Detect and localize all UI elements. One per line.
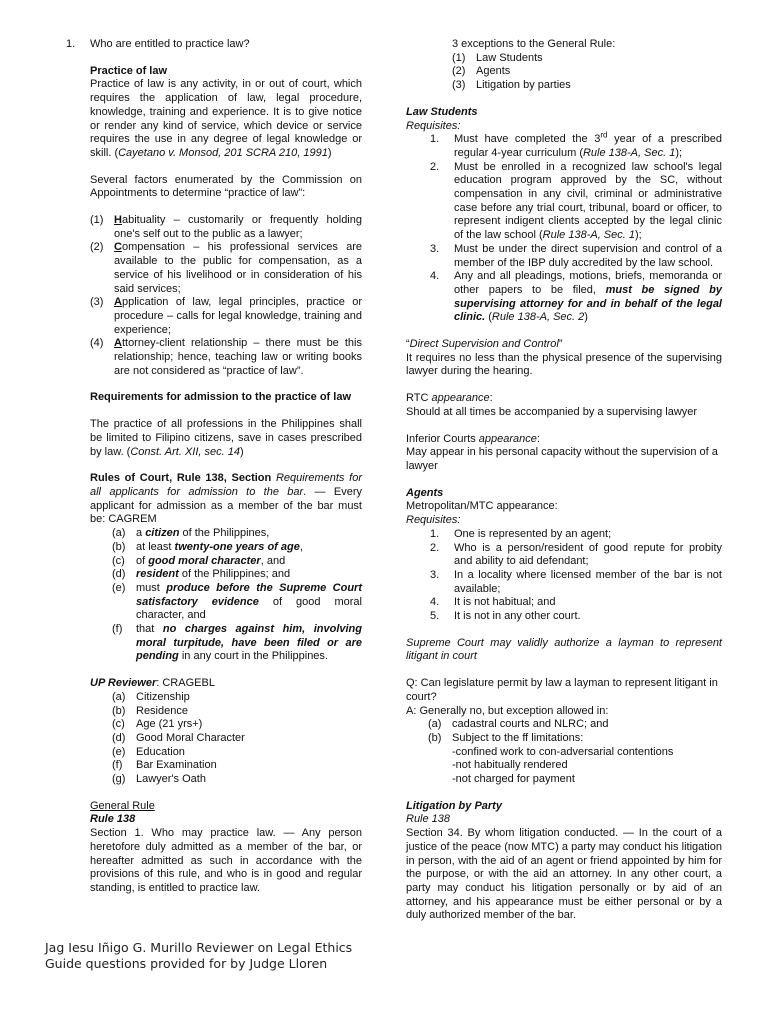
list-item: (e) must produce before the Supreme Court satisfactory evidence of good moral character, and: [112, 581, 362, 622]
direct-supervision-body: It requires no less than the physical presence of the supervising lawyer during the hearing.: [406, 351, 722, 378]
factor-item: (4) Attorney-client relationship – there must be this relationship; hence, teaching law or writing books are not considered as “practice of law”.: [90, 337, 362, 377]
question-text: Q: Can legislature permit by law a layman to represent litigant in court?: [406, 677, 718, 703]
question-number: 1.: [66, 38, 76, 50]
inferior-courts-body: May appear in his personal capacity without the supervision of a lawyer: [406, 446, 718, 472]
practice-body: Practice of law is any activity, in or out of court, which requires the application of law, legal procedure, knowledge, training and experience. It is to give notice or render any kind of service, which device or service requires the use in any degree of legal knowledge or skill. (Cayetano v. Monsod, 201 SCRA 210, 1991): [90, 78, 362, 159]
factor-item: (3) Application of law, legal principles, practice or procedure – calls for legal knowledge, training and experience;: [90, 296, 362, 336]
list-item: 1. Must have completed the 3rd year of a prescribed regular 4-year curriculum (Rule 138-A, Sec. 1);: [430, 130, 722, 159]
rtc-appearance-heading: RTC appearance:: [406, 392, 493, 405]
rule-138-label: Rule 138: [90, 813, 136, 826]
list-item: (a) Citizenship: [112, 690, 190, 703]
list-item: 3. In a locality where licensed member of the bar is not available;: [430, 568, 722, 595]
footer-author-line: Jag Iesu Iñigo G. Murillo Reviewer on Legal Ethics: [45, 940, 353, 955]
list-item: (1) Law Students: [452, 51, 543, 64]
list-item: (b) Residence: [112, 704, 188, 717]
cagrem-list: [112, 527, 362, 664]
list-item: -not habitually rendered: [452, 759, 568, 772]
litigation-rule: Rule 138: [406, 813, 451, 826]
list-item: (b) at least twenty-one years of age,: [112, 540, 303, 553]
exceptions-block: [452, 38, 722, 93]
law-students-heading: Law Students: [406, 105, 478, 118]
list-item: (f) that no charges against him, involving moral turpitude, have been filed or are pending in any court in the Philippines.: [112, 623, 362, 663]
factors-list: [90, 214, 362, 378]
limitations-list: [452, 746, 722, 787]
factor-item: (2) Compensation – his professional services are available to the public for compensation, as a service of his livelihood or in consideration of his said services;: [90, 241, 362, 295]
footer-guide-line: Guide questions provided for by Judge Lloren: [45, 955, 328, 971]
requirements-heading: Requirements for admission to the practice of law: [90, 391, 351, 404]
practice-heading: Practice of law: [90, 64, 168, 77]
list-item: -confined work to con-adversarial contentions: [452, 745, 674, 758]
agents-subheading: Metropolitan/MTC appearance:: [406, 500, 558, 513]
agents-requisites: Requisites:: [406, 514, 461, 527]
law-students-list: [430, 130, 722, 325]
up-reviewer-list: [112, 691, 362, 787]
factor-item: (1) Habituality – customarily or frequently holding one's self out to the public as a lawyer;: [90, 214, 362, 240]
factors-intro: Several factors enumerated by the Commission on Appointments to determine “practice of law”:: [90, 173, 362, 200]
litigation-heading: Litigation by Party: [406, 799, 502, 812]
list-item: (c) of good moral character, and: [112, 554, 286, 567]
list-item: (2) Agents: [452, 65, 511, 78]
list-item: (g) Lawyer's Oath: [112, 773, 206, 786]
list-item: 3. Must be under the direct supervision and control of a member of the IBP duly accredited by the law school.: [430, 242, 722, 269]
list-item: (a) cadastral courts and NLRC; and: [428, 718, 609, 731]
section-34-text: Section 34. By whom litigation conducted. — In the court of a justice of the peace (now MTC) a party may conduct his litigation in person, with the aid of an agent or friend appointed by him for the purpose, or with the aid an attorney. In any other court, a party may conduct his litigation personally or by aid of an attorney, and his appearance must be either personal or by a duly authorized member of the bar.: [406, 827, 722, 922]
agents-list: [430, 528, 722, 624]
list-item: 5. It is not in any other court.: [430, 610, 581, 623]
question-1: [66, 38, 362, 52]
list-item: 4. Any and all pleadings, motions, briefs, memoranda or other papers to be filed, must be signed by supervising attorney for and in behalf of the legal clinic. (Rule 138-A, Sec. 2): [430, 270, 722, 324]
question-text: Who are entitled to practice law?: [90, 38, 250, 50]
requirements-body: The practice of all professions in the Philippines shall be limited to Filipino citizens, save in cases prescribed by law. (Const. Art. XII, sec. 14): [90, 418, 362, 458]
list-item: 1. One is represented by an agent;: [430, 527, 612, 540]
agents-heading: Agents: [406, 486, 444, 499]
direct-supervision-heading: “Direct Supervision and Control”: [406, 338, 563, 351]
list-item: 2. Must be enrolled in a recognized law school's legal education program approved by the SC, without compensation in any civil, criminal or administrative case before any trial court, tribunal, board or officer, to represent indigent clients accepted by the legal clinic of the law school (Rule 138-A, Sec. 1);: [430, 160, 722, 242]
list-item: (d) resident of the Philippines; and: [112, 568, 291, 581]
left-column: [66, 38, 362, 896]
general-rule-heading: General Rule: [90, 799, 155, 812]
exceptions-intro: 3 exceptions to the General Rule:: [452, 38, 616, 50]
inferior-courts-heading: Inferior Courts appearance:: [406, 432, 540, 445]
list-item: 2. Who is a person/resident of good repute for probity and ability to aid defendant;: [430, 541, 722, 568]
answer-text: A: Generally no, but exception allowed in:: [406, 704, 609, 717]
page-footer: [45, 940, 405, 971]
list-item: (c) Age (21 yrs+): [112, 718, 203, 731]
section-1-text: Section 1. Who may practice law. — Any person heretofore duly admitted as a member of the bar, or hereafter admitted as such in accordance with the provisions of this rule, and who is in good and regular standing, is entitled to practice law.: [90, 827, 362, 894]
list-item: (e) Education: [112, 745, 185, 758]
list-item: (f) Bar Examination: [112, 759, 217, 772]
up-reviewer-heading: UP Reviewer: CRAGEBL: [90, 677, 215, 690]
rules-of-court-intro: Rules of Court, Rule 138, Section Requirements for all applicants for admission to the bar. — Every applicant for admission as a member of the bar must be: CAGREM: [90, 472, 362, 526]
rtc-appearance-body: Should at all times be accompanied by a supervising lawyer: [406, 405, 698, 418]
list-item: (b) Subject to the ff limitations:: [428, 731, 584, 744]
answer-list: [428, 718, 722, 787]
supreme-court-note: Supreme Court may validly authorize a layman to represent litigant in court: [406, 636, 722, 663]
list-item: -not charged for payment: [452, 773, 575, 786]
list-item: 4. It is not habitual; and: [430, 596, 556, 609]
law-students-requisites: Requisites:: [406, 119, 461, 132]
list-item: (d) Good Moral Character: [112, 731, 245, 744]
list-item: (a) a citizen of the Philippines,: [112, 527, 270, 540]
right-column: [406, 38, 722, 923]
list-item: (3) Litigation by parties: [452, 79, 571, 92]
